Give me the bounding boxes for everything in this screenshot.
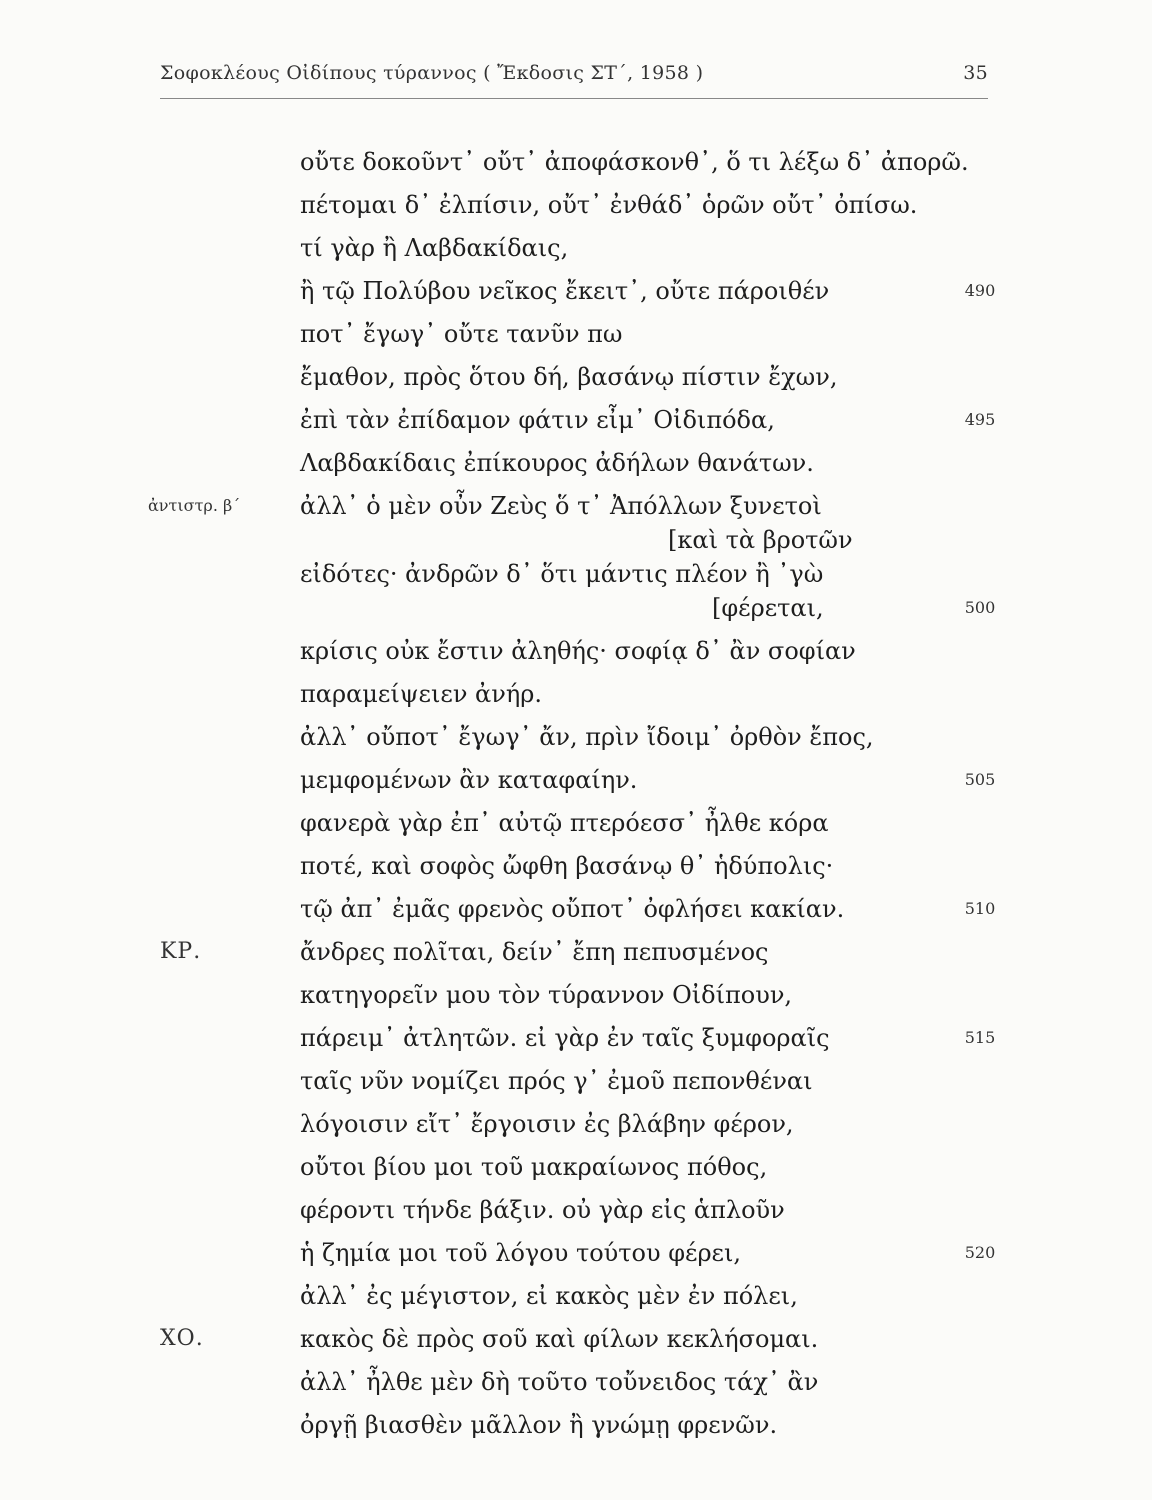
verse-line: παραμείψειεν ἀνήρ.	[300, 680, 542, 708]
verse-line: ἐπὶ τὰν ἐπίδαμον φάτιν εἶμ᾽ Οἰδιπόδα,	[300, 406, 775, 434]
header-title: Σοφοκλέους Οἰδίπους τύραννος ( Ἔκδοσις ΣΤ΄, 1958 )	[160, 62, 704, 84]
verse-line: ἀλλ᾽ οὔποτ᾽ ἔγωγ᾽ ἄν, πρὶν ἴδοιμ᾽ ὀρθὸν ἔπος,	[300, 723, 874, 751]
line-number: 520	[964, 1243, 996, 1262]
verse-line: τῷ ἀπ᾽ ἐμᾶς φρενὸς οὔποτ᾽ ὀφλήσει κακίαν.	[300, 895, 845, 923]
antistrophe-label: ἀντιστρ. β΄	[148, 496, 241, 515]
running-header	[160, 62, 990, 84]
line-number: 495	[964, 410, 996, 429]
verse-line: ἡ ζημία μοι τοῦ λόγου τούτου φέρει,	[300, 1239, 742, 1267]
verse-line: πέτομαι δ᾽ ἐλπίσιν, οὔτ᾽ ἐνθάδ᾽ ὁρῶν οὔτ᾽ ὀπίσω.	[300, 191, 918, 219]
verse-line: κατηγορεῖν μου τὸν τύραννον Οἰδίπουν,	[300, 981, 793, 1009]
verse-line: ἀλλ᾽ ἦλθε μὲν δὴ τοῦτο τοὔνειδος τάχ᾽ ἂν	[300, 1368, 819, 1396]
verse-line: τί γὰρ ἢ Λαβδακίδαις,	[300, 234, 569, 262]
verse-line: φέροντι τήνδε βάξιν. οὐ γὰρ εἰς ἁπλοῦν	[300, 1196, 785, 1224]
verse-line: ἔμαθον, πρὸς ὅτου δή, βασάνῳ πίστιν ἔχων,	[300, 363, 838, 391]
verse-line: ἀλλ᾽ ὁ μὲν οὖν Ζεὺς ὅ τ᾽ Ἀπόλλων ξυνετοὶ	[300, 492, 822, 520]
verse-line: λόγοισιν εἴτ᾽ ἔργοισιν ἐς βλάβην φέρον,	[300, 1110, 794, 1138]
line-number: 490	[964, 281, 996, 300]
verse-line: ἄνδρες πολῖται, δείν᾽ ἔπη πεπυσμένος	[300, 938, 769, 966]
line-number: 505	[964, 770, 996, 789]
verse-line-continuation: [φέρεται,	[712, 594, 824, 622]
verse-line: Λαβδακίδαις ἐπίκουρος ἀδήλων θανάτων.	[300, 449, 814, 477]
verse-line: ταῖς νῦν νομίζει πρός γ᾽ ἐμοῦ πεπονθέναι	[300, 1067, 813, 1095]
line-number: 515	[964, 1028, 996, 1047]
verse-line: οὔτε δοκοῦντ᾽ οὔτ᾽ ἀποφάσκονθ᾽, ὅ τι λέξω δ᾽ ἀπορῶ.	[300, 148, 969, 176]
speaker-chorus: ΧΟ.	[160, 1326, 204, 1351]
verse-line: οὔτοι βίου μοι τοῦ μακραίωνος πόθος,	[300, 1153, 768, 1181]
verse-line: ποτ᾽ ἔγωγ᾽ οὔτε τανῦν πω	[300, 320, 623, 348]
page-number: 35	[963, 62, 988, 84]
verse-line: πάρειμ᾽ ἀτλητῶν. εἰ γὰρ ἐν ταῖς ξυμφοραῖς	[300, 1024, 830, 1052]
verse-line: ἀλλ᾽ ἐς μέγιστον, εἰ κακὸς μὲν ἐν πόλει,	[300, 1282, 798, 1310]
verse-line: εἰδότες· ἀνδρῶν δ᾽ ὅτι μάντις πλέον ἢ ᾽γὼ	[300, 560, 824, 588]
verse-line: κρίσις οὐκ ἔστιν ἀληθής· σοφίᾳ δ᾽ ἂν σοφίαν	[300, 637, 856, 665]
verse-line-continuation: [καὶ τὰ βροτῶν	[668, 526, 853, 554]
verse-line: κακὸς δὲ πρὸς σοῦ καὶ φίλων κεκλήσομαι.	[300, 1325, 819, 1353]
verse-line: μεμφομένων ἂν καταφαίην.	[300, 766, 638, 794]
verse-line: ἢ τῷ Πολύβου νεῖκος ἔκειτ᾽, οὔτε πάροιθέν	[300, 277, 830, 305]
verse-line: ὀργῇ βιασθὲν μᾶλλον ἢ γνώμῃ φρενῶν.	[300, 1411, 778, 1439]
speaker-creon: ΚΡ.	[160, 939, 202, 964]
line-number: 500	[964, 598, 996, 617]
verse-line: φανερὰ γὰρ ἐπ᾽ αὐτῷ πτερόεσσ᾽ ἦλθε κόρα	[300, 809, 829, 837]
header-rule	[160, 98, 988, 99]
verse-line: ποτέ, καὶ σοφὸς ὤφθη βασάνῳ θ᾽ ἡδύπολις·	[300, 852, 834, 880]
line-number: 510	[964, 899, 996, 918]
